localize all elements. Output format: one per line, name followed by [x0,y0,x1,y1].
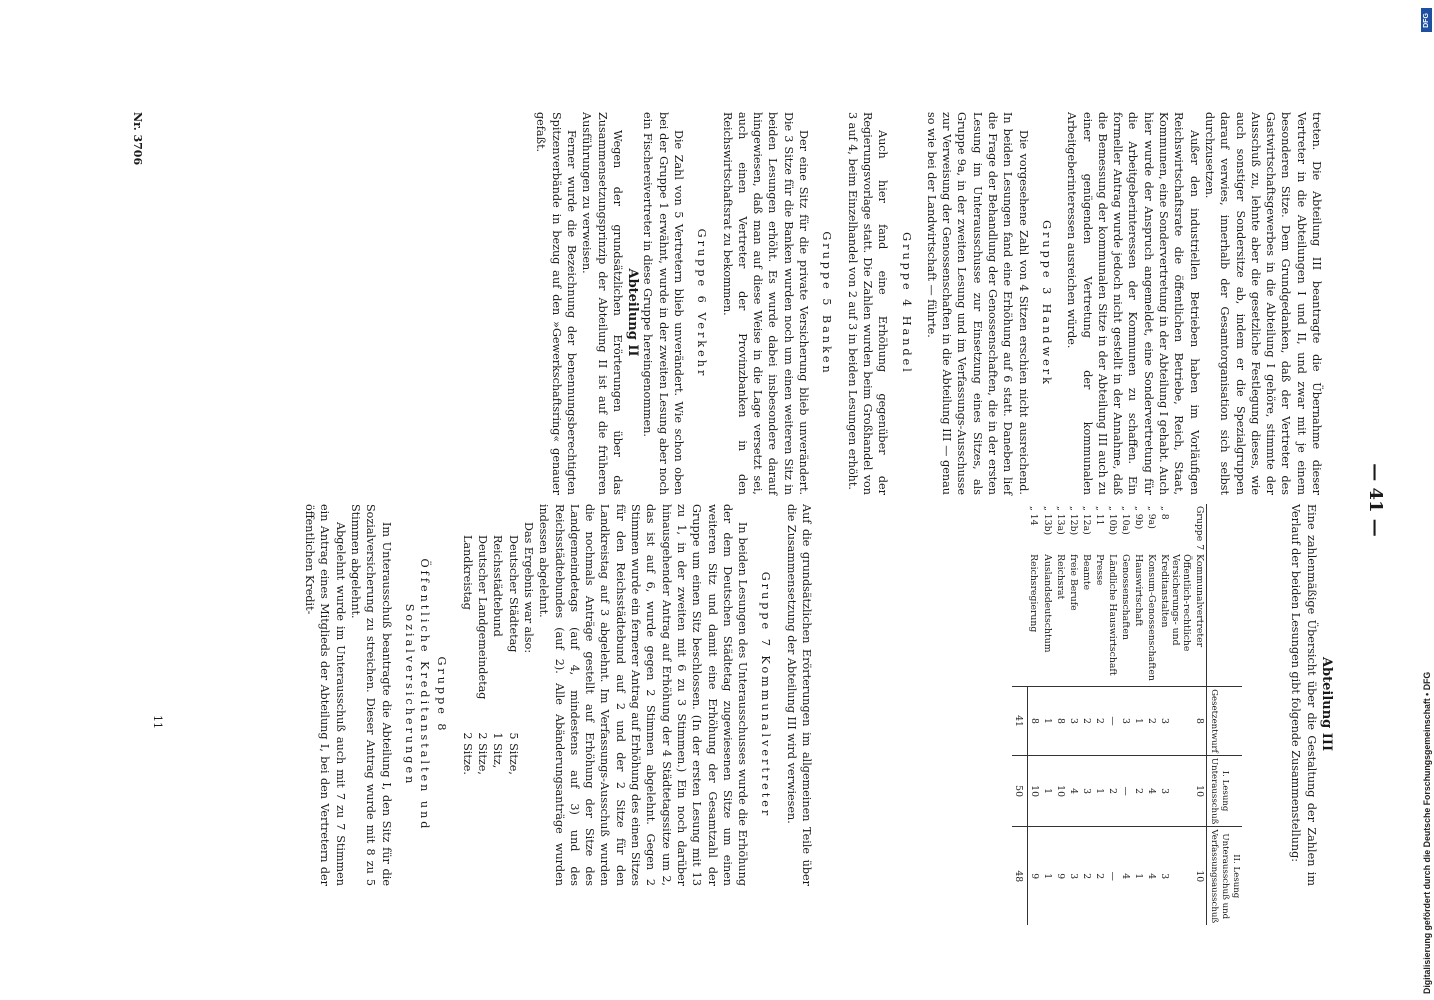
value-cell: 2 [1106,755,1119,827]
value-cell: 8 [1054,687,1067,756]
value-cell: 1 [1132,827,1145,925]
value-cell: 2 [1145,687,1158,756]
value-cell: 2 [1080,827,1093,925]
column-header: Gesetzentwurf [1207,687,1243,756]
value-cell: 3 [1080,755,1093,827]
group-cell: „ 12b) [1068,506,1079,536]
left-column [533,112,1324,495]
column-header: II. Lesung Unterausschuß und Verfassungsausschuß [1207,827,1243,925]
section-heading: Öffentliche Kreditanstalten und Sozialversicherungen [402,558,432,832]
group-cell: „ 10b) [1107,506,1118,536]
group-cell: „ 11 [1094,506,1105,526]
value-cell: 8 [1193,687,1207,756]
value-cell: 4 [1145,755,1158,827]
table-row [1145,504,1158,925]
column-page-number: 11 [151,715,164,729]
value-cell: 2 [1093,687,1106,756]
table-row [1028,504,1042,925]
paragraph: Die Zahl von 5 Vertretern blieb unverändert. Wie schon oben bei der Gruppe 1 erwähnt, wurde in der zweiten Lesung aber noch ein Fischereivertreter in diese Gruppe hereingenommen. [641,112,686,495]
label-cell: Reichsrat [1055,554,1066,600]
table-row [1132,504,1145,925]
right-column-bottom [302,504,814,886]
tally-row [459,532,474,778]
paragraph: In beiden Lesungen des Unterausschusses wurde die Erhöhung der dem Deutschen Städtetag zugewiesenen Sitze um einen weiteren Sitz und damit eine Erhöhung der Gesamtzahl der Gruppe um einen Sitz beschlossen. (In der ersten Lesung mit 13 zu 1, in der zweiten mit 6 zu 3 Stimmen.) Ein noch darüber hinausgehender Antrag auf Erhöhung der 4 Städtetagssitze um 2, das ist auf 6, wurde gegen 2 Stimmen abgelehnt. Gegen 2 Stimmen wurde ein fernerer Antrag auf Erhöhung des einen Sitzes für den Reichsstädtebund auf 2 und der 2 Sitze für den Landkreistag auf 3 abgelehnt. Im Verfassungs-Ausschuß wurden die nochmals Anträge gestellt auf Erhöhung der Sitze des Landgemeindetags (auf 4, mindestens auf 3) und des Reichsstädtebundes (auf 2). Alle Abänderungsanträge wurden indessen abgelehnt. [537,504,750,886]
value-cell: 2 [1080,687,1093,756]
result-tally [459,532,520,778]
table-header-row [1207,504,1243,925]
label-cell: Genossenschaften [1120,554,1131,640]
value-cell: 3 [1119,687,1132,756]
value-cell: 3 [1067,687,1080,756]
digitization-notice: Digitalisierung gefördert durch die Deutsche Forschungsgemeinschaft • DFG [1422,671,1432,994]
label-cell: Öffentlich-rechtliche Versicherungs- und Kreditanstalten [1159,554,1192,652]
tally-row [475,532,490,778]
tally-seats: 5 Sitze, [506,732,520,775]
value-cell: 1 [1132,687,1145,756]
paragraph: Im Unterausschuß beantragte die Abteilung I, den Sitz für die Sozialversicherung zu streichen. Dieser Antrag wurde mit 8 zu 5 Stimmen abgelehnt. [348,504,393,886]
total-cell: 41 [1012,687,1028,756]
value-cell: 1 [1041,687,1054,756]
value-cell: 2 [1132,755,1145,827]
group-cell: „ 10a) [1120,506,1131,535]
tally-name: Reichsstädtebund [491,535,505,637]
tally-name: Landkreistag [460,535,474,610]
section-title: Abteilung II [625,268,641,357]
value-cell: 3 [1067,827,1080,925]
label-cell: Hauswirtschaft [1133,554,1144,627]
value-cell: 9 [1028,827,1042,925]
value-cell: 9 [1054,827,1067,925]
table-row [1119,504,1132,925]
group-cell: „ 13a) [1055,506,1066,535]
label-cell: Presse [1094,554,1105,586]
group-cell: „ 14 [1028,506,1040,526]
table-row [1093,504,1106,925]
paragraph: Ferner wurde die Bezeichnung der benennungsberechtigten Spitzenverbände in bezug auf den »Gewerkschaftsring« genauer gefaßt. [534,112,578,495]
value-cell: — [1106,687,1119,756]
page-number: — 41 — [1365,463,1386,537]
column-header: I. Lesung Unterausschuß [1207,755,1243,827]
value-cell: 8 [1028,687,1042,756]
table-row [1067,504,1080,925]
section-heading: Gruppe 3 Handwerk [1039,220,1053,387]
overview-table [1012,504,1242,925]
group-cell: „ 9b) [1133,506,1144,530]
paragraph: Wegen der grundsätzlichen Erörterungen über das Zusammensetzungsprinzip der Abteilung II ist auf die früheren Ausführungen zu verweisen. [580,112,624,495]
label-cell: Auslandsdeutschtum [1042,554,1053,653]
dfg-logo [1421,8,1432,32]
tally-name: Deutscher Landgemeindetag [476,535,490,700]
tally-name: Deutscher Städtetag [506,535,520,653]
table-row [1158,504,1193,925]
paragraph: Die vorgesehene Zahl von 4 Sitzen erschien nicht ausreichend. In beiden Lesungen fand eine Erhöhung auf 6 statt. Daneben lief die Frage der Behandlung der Genossenschaften, die in der ersten Lesung im Unterausschusse zur Einsetzung eines Sitzes, als Gruppe 9a, in der zweiten Lesung und im Verfassungs-Ausschusse zur Verweisung der Genossenschaften in die Abteilung III — genau so wie bei der Landwirtschaft — führte. [924,112,1030,495]
value-cell: 4 [1145,827,1158,925]
label-cell: Beamte [1081,554,1092,591]
paragraph: Das Ergebnis war also: [521,522,535,654]
label-cell: freie Berufe [1068,554,1079,611]
value-cell: 1 [1041,755,1054,827]
total-cell: 50 [1012,755,1028,827]
value-cell: 1 [1041,827,1054,925]
tally-seats: 1 Sitz, [491,732,505,769]
digitization-sidebar [1420,6,1434,996]
value-cell: 3 [1158,827,1193,925]
value-cell: 10 [1193,755,1207,827]
value-cell: 10 [1028,755,1042,827]
value-cell: 1 [1093,755,1106,827]
group-cell: „ 9a) [1146,506,1157,529]
table-row [1054,504,1067,925]
value-cell: 2 [1093,827,1106,925]
table-row [1193,504,1207,925]
paragraph: Der eine Sitz für die private Versicherung blieb unverändert. Die 3 Sitze für die Banken wurden noch um einen weiteren Sitz in beiden Lesungen erhöht. Es wurde dabei insbesondere darauf hingewiesen, daß man auf diese Weise in die Lage versetzt sei, auch einen Vertreter der Provinzbanken in den Reichswirtschaftsrat zu bekommen. [720,112,811,495]
table-row [1106,504,1119,925]
footer-number: Nr. 3706 [131,112,144,166]
tally-row [505,532,520,778]
table-row [1041,504,1054,925]
group-cell: „ 13b) [1042,506,1053,536]
paragraph: Eine zahlenmäßige Übersicht über die Gestaltung der Zahlen im Verlauf der beiden Lesungen gibt folgende Zusammenstellung: [1289,504,1318,886]
section-heading: Gruppe 7 Kommunalvertreter [759,571,773,819]
value-cell: 4 [1119,827,1132,925]
section-heading: Gruppe 8 [435,656,449,734]
group-cell: „ 12a) [1081,506,1092,535]
section-heading: Gruppe 4 Handel [899,232,913,375]
value-cell: 10 [1054,755,1067,827]
paragraph: treten. Die Abteilung III beantragte die Übernahme dieser Vertreter in die Abteilungen I und II, und zwar mit je einem besonderen Sitze. Dem Grundgedanken, daß der Vertreter des Gastwirtschaftsgewerbes in die Abteilung I gehöre, stimmte der Ausschuß zu, lehnte aber die gesetzliche Festlegung dieses, wie auch sonstiger Sondersitze ab, indem er die Spezialgruppen darauf verwies, innerhalb der Gesamtorganisation sich selbst durchzusetzen. [1202,112,1323,495]
tally-row [490,532,505,778]
label-cell: Ländliche Hauswirtschaft [1107,554,1118,676]
section-title: Abteilung III [1319,656,1334,752]
section-heading: Gruppe 5 Banken [820,231,834,376]
label-cell: Kommunalvertreter [1194,554,1205,648]
label-cell: Konsum-Genossenschaften [1146,554,1157,681]
paragraph: Außer den industriellen Betrieben haben im Vorläufigen Reichswirtschaftsrate die öffentlichen Betriebe, Reich, Staat, Kommunen, eine Sondervertretung in der Abteilung I gehabt. Auch hier wurde der Anspruch angemeldet, eine Sondervertretung für die Arbeitgeberinteressen der Kommunen zu schaffen. Ein formeller Antrag wurde jedoch nicht gestellt in der Annahme, daß die Bemessung der kommunalen Sitze in der Abteilung III auch zu einer genügenden Vertretung der kommunalen Arbeitgeberinteressen ausreichen würde. [1065,112,1201,495]
table-total-row [1012,504,1028,925]
section-heading: Gruppe 6 Verkehr [695,228,709,379]
paragraph: Auch hier fand eine Erhöhung gegenüber der Regierungsvorlage statt. Die Zahlen wurden beim Großhandel von 3 auf 4, beim Einzelhandel von 2 auf 3 in beiden Lesungen erhöht. [845,112,890,495]
value-cell: — [1119,755,1132,827]
value-cell: 10 [1193,827,1207,925]
value-cell: 4 [1067,755,1080,827]
value-cell: 3 [1158,687,1193,756]
right-column-top [1288,504,1334,886]
group-cell: Gruppe 7 [1194,506,1205,551]
tally-seats: 2 Sitze, [476,732,490,775]
table-row [1080,504,1093,925]
paragraph: Auf die grundsätzlichen Erörterungen im allgemeinen Teile über die Zusammensetzung der Abteilung III wird verwiesen. [784,504,813,886]
dfg-logo-label: DFG [1423,12,1430,28]
total-cell: 48 [1012,827,1028,925]
group-cell: „ 8 [1159,506,1170,520]
value-cell: 3 [1158,755,1193,827]
label-cell: Reichsregierung [1028,554,1040,633]
paragraph: Abgelehnt wurde im Unterausschuß auch mit 7 zu 7 Stimmen ein Antrag eines Mitglieds der Abteilung I, bei den Vertretern der öffentlichen Kredit- [303,504,347,886]
tally-seats: 2 Sitze. [460,732,474,775]
value-cell: — [1106,827,1119,925]
